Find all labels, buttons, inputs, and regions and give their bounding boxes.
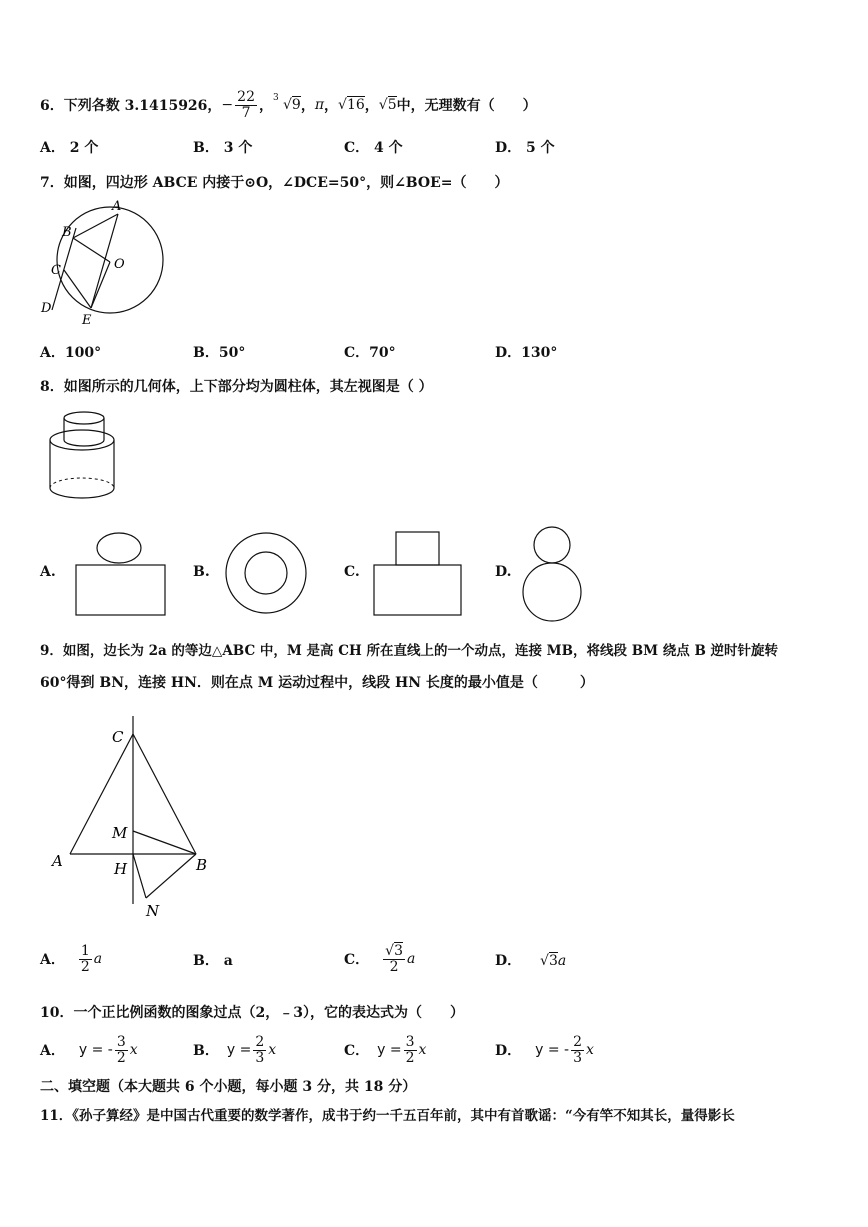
q8-option-c-bottom-rectangle bbox=[374, 565, 461, 615]
q10-option-c[interactable]: C． y = $\frac{3}{2}$ x bbox=[344, 1033, 427, 1066]
q9-segment-hn bbox=[133, 854, 146, 898]
q6-fraction bbox=[235, 90, 257, 120]
q9-option-c-fraction: $\frac{√3}{2}$ bbox=[385, 942, 403, 975]
q8-option-d-figure[interactable] bbox=[518, 522, 588, 624]
q7-circle-figure bbox=[36, 198, 166, 328]
q6-sqrt-5-radicand: 5 bbox=[387, 97, 397, 113]
q9-option-a[interactable]: A． $\frac{1}{2}$ a bbox=[40, 942, 103, 975]
q6-negative-sign: − bbox=[221, 97, 234, 113]
q9-segment-bn bbox=[146, 854, 196, 898]
q6-pi: π bbox=[314, 97, 325, 113]
q8-bottom-cylinder-base-back bbox=[50, 478, 114, 488]
q7-label-d: D bbox=[41, 301, 52, 316]
q6-suffix: 中，无理数有（ ） bbox=[396, 98, 537, 114]
q7-segment-bo bbox=[73, 238, 110, 262]
q6-cube-root-index: 3 bbox=[272, 93, 279, 103]
q6-separator: ， bbox=[258, 98, 273, 114]
q7-label-o: O bbox=[114, 257, 125, 272]
question-10-stem: 10．一个正比例函数的图象过点（2，﹣3），它的表达式为（ ） bbox=[40, 1005, 464, 1021]
q6-option-a[interactable]: A． 2 个 bbox=[40, 140, 99, 156]
q6-sqrt-16: √16 bbox=[338, 97, 365, 113]
section-2-title: 二、填空题（本大题共 6 个小题，每小题 3 分，共 18 分） bbox=[40, 1079, 417, 1095]
q9-label-n: N bbox=[146, 902, 160, 920]
q9-segment-mb bbox=[133, 831, 196, 854]
q9-option-a-fraction: $\frac{1}{2}$ bbox=[80, 942, 90, 975]
q9-label-a: A bbox=[52, 852, 63, 870]
q9-label-m: M bbox=[112, 824, 128, 842]
q6-cube-root: 3 √9 bbox=[272, 93, 301, 113]
q6-separator: ， bbox=[364, 98, 379, 114]
q8-option-c-label[interactable]: C. bbox=[344, 564, 360, 580]
q9-option-b[interactable]: B． a bbox=[193, 953, 233, 969]
q7-option-b[interactable]: B．50° bbox=[193, 345, 246, 361]
q7-option-c[interactable]: C．70° bbox=[344, 345, 396, 361]
q6-fraction-numerator: 22 bbox=[237, 88, 255, 105]
q6-fraction-denominator: 7 bbox=[241, 104, 251, 121]
q8-option-c-top-rectangle bbox=[396, 532, 439, 565]
q8-option-a-figure[interactable] bbox=[70, 528, 170, 618]
q7-label-c: C bbox=[51, 263, 61, 278]
q7-label-a: A bbox=[112, 199, 122, 214]
q9-triangle-figure bbox=[48, 716, 218, 922]
q9-segment-cb bbox=[133, 734, 196, 854]
q9-label-b: B bbox=[196, 856, 208, 874]
q6-separator: ， bbox=[300, 98, 315, 114]
q10-option-b[interactable]: B． y = $\frac{2}{3}$ x bbox=[193, 1033, 277, 1066]
q8-option-b-label[interactable]: B. bbox=[193, 564, 210, 580]
q8-option-c-figure[interactable] bbox=[370, 528, 465, 618]
q8-option-d-top-circle bbox=[534, 527, 570, 563]
q8-option-a-rectangle bbox=[76, 565, 165, 615]
q8-cylinder-figure bbox=[44, 408, 124, 500]
q7-circle bbox=[57, 207, 163, 313]
q6-option-d[interactable]: D． 5 个 bbox=[495, 140, 555, 156]
question-11-text: 11．《孙子算经》是中国古代重要的数学著作，成书于约一千五百年前，其中有首歌谣：“今有竿不知其长，量得影长 bbox=[40, 1108, 735, 1124]
q6-sqrt-5: √5 bbox=[378, 97, 397, 113]
q6-option-c[interactable]: C． 4 个 bbox=[344, 140, 403, 156]
q10-option-a[interactable]: A． y = - $\frac{3}{2}$ x bbox=[40, 1033, 138, 1066]
question-8-stem: 8．如图所示的几何体，上下部分均为圆柱体，其左视图是（ ） bbox=[40, 379, 433, 395]
q8-top-cylinder-bottom bbox=[64, 440, 104, 446]
q8-bottom-cylinder-base-front bbox=[50, 488, 114, 498]
q9-label-h: H bbox=[114, 860, 128, 878]
q8-option-a-ellipse bbox=[97, 533, 141, 563]
q6-sqrt-16-radicand: 16 bbox=[346, 97, 365, 113]
q9-label-c: C bbox=[112, 728, 124, 746]
question-6 bbox=[40, 88, 537, 122]
question-9-line-1: 9．如图，边长为 2a 的等边△ABC 中，M 是高 CH 所在直线上的一个动点，连接 MB，将线段 BM 绕点 B 逆时针旋转 bbox=[40, 643, 779, 659]
q8-top-cylinder-top bbox=[64, 412, 104, 424]
q7-segment-oe bbox=[91, 262, 110, 308]
q8-option-d-label[interactable]: D. bbox=[495, 564, 512, 580]
q7-option-d[interactable]: D．130° bbox=[495, 345, 558, 361]
q6-prefix: 6．下列各数 3.1415926， bbox=[40, 98, 222, 114]
q7-segment-ba bbox=[73, 214, 118, 238]
q7-label-b: B bbox=[62, 225, 72, 240]
q9-option-c[interactable]: C． $\frac{√3}{2}$ a bbox=[344, 942, 416, 975]
q8-option-d-bottom-circle bbox=[523, 563, 581, 621]
q8-option-b-outer-circle bbox=[226, 533, 306, 613]
q6-option-b[interactable]: B． 3 个 bbox=[193, 140, 253, 156]
q6-cube-root-radicand: 9 bbox=[291, 97, 301, 113]
q6-separator: ， bbox=[324, 98, 339, 114]
q7-option-a[interactable]: A．100° bbox=[40, 345, 102, 361]
question-9-line-2: 60°得到 BN，连接 HN．则在点 M 运动过程中，线段 HN 长度的最小值是（ ） bbox=[40, 675, 594, 691]
q8-option-b-inner-circle bbox=[245, 552, 287, 594]
question-7-stem: 7．如图，四边形 ABCE 内接于⊙O，∠DCE=50°，则∠BOE=（ ） bbox=[40, 175, 509, 191]
q7-label-e: E bbox=[82, 313, 92, 328]
q9-option-d[interactable]: D． √3a bbox=[495, 953, 567, 969]
q8-option-b-figure[interactable] bbox=[222, 528, 312, 618]
q10-option-d[interactable]: D． y = - $\frac{2}{3}$ x bbox=[495, 1033, 594, 1066]
q8-option-a-label[interactable]: A. bbox=[40, 564, 56, 580]
